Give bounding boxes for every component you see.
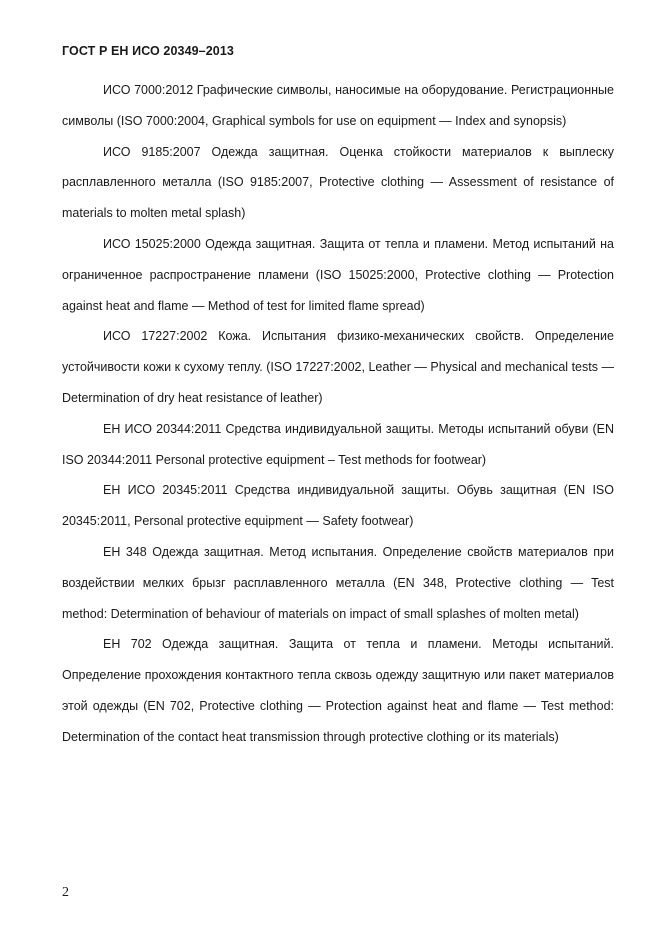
reference-iso-7000: ИСО 7000:2012 Графические символы, наносимые на оборудование. Регистрационные символы (ISO 7000:2004, Graphical symbols for use on equipment — Index and synopsis) <box>62 83 614 128</box>
reference-en-iso-20344: ЕН ИСО 20344:2011 Средства индивидуальной защиты. Методы испытаний обуви (EN ISO 20344:2011 Personal protective equipment – Test methods for footwear) <box>62 421 614 467</box>
reference-iso-15025: ИСО 15025:2000 Одежда защитная. Защита от тепла и пламени. Метод испытаний на ограниченное распространение пламени (ISO 15025:2000, Protective clothing — Protection against heat and flame — Method of test for limited flame spread) <box>62 236 614 313</box>
document-header: ГОСТ Р ЕН ИСО 20349–2013 <box>62 44 234 58</box>
reference-en-702: ЕН 702 Одежда защитная. Защита от тепла и пламени. Методы испытаний. Определение прохождения контактного тепла сквозь одежду защитную или пакет материалов этой одежды (EN 702, Protective clothing — Protection against heat and flame — Test method: Determination of the contact heat transmission through protective clothing or its materials) <box>62 637 614 744</box>
page-number: 2 <box>62 885 69 900</box>
references-list <box>62 75 614 753</box>
reference-iso-17227: ИСО 17227:2002 Кожа. Испытания физико-механических свойств. Определение устойчивости кожи к сухому теплу. (ISO 17227:2002, Leather — Physical and mechanical tests — Determination of dry heat resistance of leather) <box>62 329 614 405</box>
reference-iso-9185: ИСО 9185:2007 Одежда защитная. Оценка стойкости материалов к выплеску расплавленного металла (ISO 9185:2007, Protective clothing — Assessment of resistance of materials to molten metal splash) <box>62 144 614 221</box>
reference-en-348: ЕН 348 Одежда защитная. Метод испытания. Определение свойств материалов при воздействии мелких брызг расплавленного металла (EN 348, Protective clothing — Test method: Determination of behaviour of materials on impact of small splashes of molten metal) <box>62 544 614 621</box>
reference-en-iso-20345: ЕН ИСО 20345:2011 Средства индивидуальной защиты. Обувь защитная (EN ISO 20345:2011, Personal protective equipment — Safety footwear) <box>62 483 614 529</box>
